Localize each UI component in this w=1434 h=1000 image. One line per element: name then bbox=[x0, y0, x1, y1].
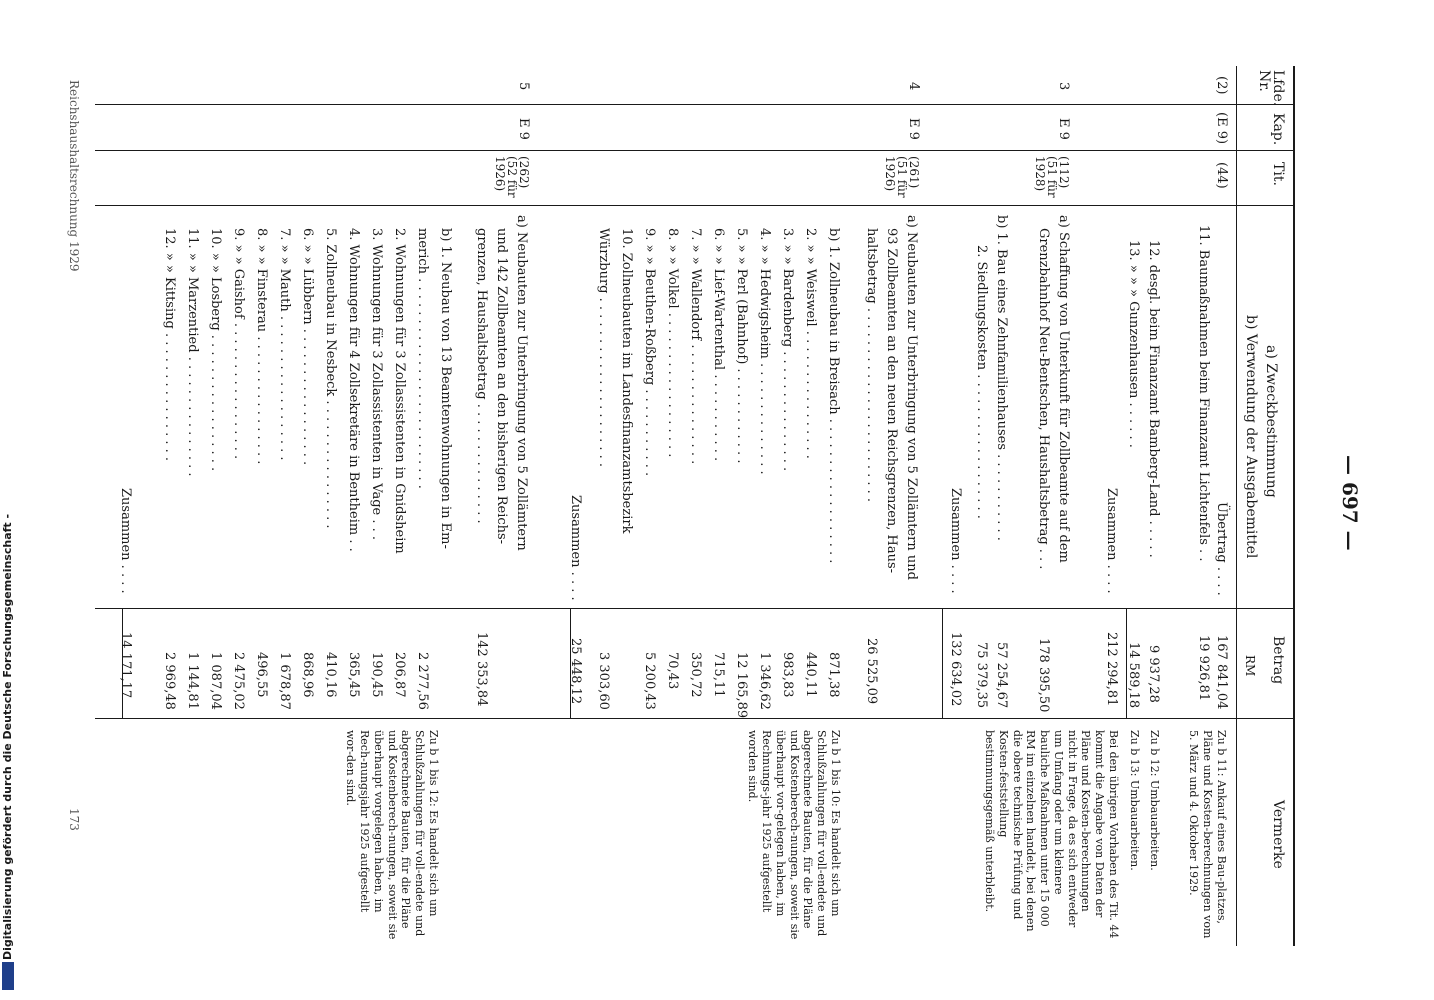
row3-kap: E 9 bbox=[1056, 118, 1071, 140]
row5b-item-value: 2 475,02 bbox=[231, 652, 246, 710]
header-betrag-unit: RM bbox=[1243, 655, 1257, 677]
item13-value: 14 589,18 bbox=[1126, 642, 1141, 709]
row5b-item-value: 365,45 bbox=[346, 652, 361, 698]
row3b1-value: 57 254,67 bbox=[994, 642, 1009, 709]
row5b-item-text: 6. » » Lübbern . . . . . . . . . . . . . . . . . bbox=[300, 228, 315, 466]
row3b2-text: 2. Siedlungskosten . . . . . . . . . . . . . . . . . . bbox=[974, 245, 989, 519]
sum2-label: Zusammen . . . . bbox=[1104, 488, 1119, 594]
item12-text: 12. desgl. beim Finanzamt Bamberg-Land . . . . . bbox=[1146, 240, 1161, 558]
row4b-item-text: 3. » » Bardenberg . . . . . . . . . . . . . . . bbox=[780, 228, 795, 472]
row4b-item-value: 715,11 bbox=[711, 652, 726, 698]
row4b-item-text: 2. » » Weisweil . . . . . . . . . . . . . . . . bbox=[803, 228, 818, 459]
row4b-item-value: 350,72 bbox=[688, 652, 703, 698]
sidebar-credit: Digitalisierung gefördert durch die Deutsche Forschungsgemeinschaft - bbox=[1, 513, 14, 960]
header-zweck-a: a) Zweckbestimmung bbox=[1263, 345, 1279, 498]
row3a-text1: a) Schaffung von Unterkunft für Zollbeamte auf dem bbox=[1056, 215, 1071, 563]
row5a-text3: grenzen, Haushaltsbetrag . . . . . . . . . . . . . . . bbox=[474, 228, 489, 524]
row5b-item-text: 7. » » Mauth . . . . . . . . . . . . . . . . . . bbox=[277, 228, 292, 461]
note-b11: Zu b 11: Ankauf eines Bau-platzes, Pläne und Kosten-berechnungen vom 5. März und 4. Oktober 1929. bbox=[1187, 730, 1228, 939]
item12-value: 9 937,28 bbox=[1146, 645, 1161, 703]
note-b1-12: Zu b 1 bis 12: Es handelt sich um Schlußzahlungen für voll-endete und abgerechnete Bauten, für die Pläne und Kostenberech-nungen, soweit sie überhaupt vorgelegen haben, im Rech-nungsjahr 1925 aufgestellt wor-den sind. bbox=[344, 730, 440, 940]
row4b-item-value: 3 303,60 bbox=[596, 652, 611, 710]
row5b-item-value: 868,96 bbox=[300, 652, 315, 698]
sum2-value: 212 294,81 bbox=[1104, 632, 1119, 707]
sum4-value: 25 448,12 bbox=[568, 638, 583, 705]
row4b-item-text: Würzburg . . . . . . . . . . . . . . . . . . . . . bbox=[596, 228, 611, 468]
row4b-item-text: 9. » » Beuthen-Roßberg . . . . . . . . . . . bbox=[642, 228, 657, 477]
row5b-item-value: 496,55 bbox=[254, 652, 269, 698]
row5a-value: 142 353,84 bbox=[474, 632, 489, 707]
note-b13: Zu b 13: Umbauarbeiten. bbox=[1128, 730, 1141, 871]
row5b-item-text: 12. » » Kittsing . . . . . . . . . . . . . . . . bbox=[162, 228, 177, 462]
row5b-item-text: merich . . . . . . . . . . . . . . . . . . . . . . . . . . bbox=[415, 228, 430, 489]
row4b-item-value: 70,43 bbox=[665, 652, 680, 690]
row4b-item-text: 8. » » Volkel . . . . . . . . . . . . . . . . . . bbox=[665, 228, 680, 458]
row4a-text2: 93 Zollbeamten an den neuen Reichsgrenzen, Haus- bbox=[884, 228, 899, 574]
row5-kap: E 9 bbox=[516, 118, 531, 140]
row3a-text2: Grenzbahnhof Neu-Bentschen, Haushaltsbetrag . . . bbox=[1036, 228, 1051, 570]
row4b-item-value: 12 165,89 bbox=[734, 652, 749, 719]
row5b-item-text: 9. » » Gaishof . . . . . . . . . . . . . . . . . bbox=[231, 228, 246, 460]
row3a-value: 178 395,50 bbox=[1036, 638, 1051, 713]
row4a-text3: haltsbetrag . . . . . . . . . . . . . . . . . . . . . . . . bbox=[864, 228, 879, 503]
table-outer-rule-right bbox=[1293, 66, 1295, 946]
row5b-item-value: 2 277,56 bbox=[415, 652, 430, 710]
header-betrag: Betrag bbox=[1270, 636, 1286, 685]
row5b-item-text: 3. Wohnungen für 3 Zollassistenten in Vage . . . bbox=[369, 228, 384, 541]
header-vermerke: Vermerke bbox=[1270, 800, 1286, 869]
row4a-text1: a) Neubauten zur Unterbringung von 5 Zollämtern und bbox=[904, 215, 919, 580]
row-rule-2 bbox=[942, 608, 943, 718]
note-b12: Zu b 12: Umbauarbeiten. bbox=[1148, 730, 1161, 871]
row5b-item-text: 5. Zollneubau in Nesbeck . . . . . . . . . . . . . . . . bbox=[323, 228, 338, 529]
row5-tit: (262) (52 für 1926) bbox=[493, 156, 531, 198]
row5a-text2: und 142 Zollbeamten an den bisherigen Reichs- bbox=[494, 228, 509, 545]
row4b-item-value: 5 200,43 bbox=[642, 652, 657, 710]
row4b-item-text: 6. » » Lief-Wartenthal . . . . . . . . . . . bbox=[711, 228, 726, 462]
header-lfd: Lfde. Nr. bbox=[1256, 70, 1286, 107]
sum4-label: Zusammen . . . . bbox=[568, 495, 583, 601]
col-sep-kap-tit bbox=[95, 150, 1293, 151]
note-b1-10: Zu b 1 bis 10: Es handelt sich um Schlußzahlungen für voll-endete und abgerechnete Bauten, für die Pläne und Kostenberech-nungen, soweit sie überhaupt vor-gelegen haben, im Rechnungs-jahr 1925 aufgestellt worden sind. bbox=[746, 730, 842, 940]
row5b-item-text: 11. » » Marzentied . . . . . . . . . . . . . . . bbox=[185, 228, 200, 477]
header-kap: Kap. bbox=[1270, 113, 1286, 146]
row5b-item-value: 206,87 bbox=[392, 652, 407, 698]
row4b-item-text: b) 1. Zollneubau in Breisach . . . . . . . . . . . . . . . . . . bbox=[826, 228, 841, 564]
row2-lfd: (2) bbox=[1214, 76, 1229, 95]
row5b-item-text: 10. » » Losberg . . . . . . . . . . . . . . . . . bbox=[208, 228, 223, 472]
row3-tit: (112) (51 für 1928) bbox=[1033, 156, 1071, 198]
row4b-item-value: 440,11 bbox=[803, 652, 818, 698]
note-others: Bei den übrigen Vorhaben des Tit. 44 kommt die Angabe von Daten der Pläne und Kosten-berechnungen nicht in Frage, da es sich entweder um Umfang oder um kleinere bauliche Maßnahmen unter 15 000 RM im einzelnen handelt, bei denen die obere technische Prüfung und Kosten-feststellung bestimmungsgemäß unterbleibt. bbox=[983, 730, 1120, 939]
uebertrag-label: Übertrag . . . . bbox=[1214, 502, 1229, 596]
item13-text: 13. » » » Gunzenhausen . . . . . . bbox=[1126, 240, 1141, 448]
row4b-item-text: 7. » » Wallendorf . . . . . . . . . . . . . . . bbox=[688, 228, 703, 465]
row5b-item-value: 2 969,48 bbox=[162, 652, 177, 710]
header-tit: Tit. bbox=[1270, 162, 1286, 186]
dfg-logo bbox=[2, 962, 14, 990]
sum3-value: 132 634,02 bbox=[948, 632, 963, 707]
col-sep-lfd-kap bbox=[95, 104, 1293, 105]
footer-page: 173 bbox=[67, 808, 81, 831]
row4b-item-value: 871,38 bbox=[826, 652, 841, 698]
col-sep-zweck-betrag bbox=[95, 608, 1293, 609]
col-sep-betrag-vermerke bbox=[95, 718, 1293, 719]
row3b2-value: 75 379,35 bbox=[974, 642, 989, 709]
item11-value: 19 926,81 bbox=[1196, 635, 1211, 702]
row3-lfd: 3 bbox=[1056, 82, 1071, 91]
sum3-label: Zusammen . . . . bbox=[948, 488, 963, 594]
row4b-item-text: 5. » » Perl (Bahnhof) . . . . . . . . . . . . bbox=[734, 228, 749, 464]
row4b-item-value: 983,83 bbox=[780, 652, 795, 698]
sum5-label: Zusammen . . . . bbox=[118, 488, 133, 594]
row5b-item-value: 1 087,04 bbox=[208, 652, 223, 710]
row5b-item-text: b) 1. Neubau von 13 Beamtenwohnungen in Em- bbox=[438, 228, 453, 549]
footer-title: Reichshaushaltsrechnung 1929 bbox=[67, 80, 81, 272]
row5b-item-value: 1 144,81 bbox=[185, 652, 200, 710]
row2-tit: (44) bbox=[1214, 162, 1229, 189]
sum5-value: 14 171,17 bbox=[118, 632, 133, 699]
col-sep-tit-zweck bbox=[95, 205, 1293, 206]
row5b-item-text: 4. Wohnungen für 4 Zollsekretäre in Bentheim . . bbox=[346, 228, 361, 552]
row4b-item-text: 10. Zollneubauten im Landesfinanzamtsbezirk bbox=[619, 228, 634, 534]
row4-kap: E 9 bbox=[906, 118, 921, 140]
uebertrag-value: 167 841,04 bbox=[1214, 635, 1229, 710]
row4b-item-value: 1 346,62 bbox=[757, 652, 772, 710]
row4a-value: 26 525,09 bbox=[864, 638, 879, 705]
row5a-text1: a) Neubauten zur Unterbringung von 5 Zollämtern bbox=[514, 215, 529, 551]
row4b-item-text: 4. » » Hedwigsheim . . . . . . . . . . . . . . bbox=[757, 228, 772, 475]
page-number: — 697 — bbox=[1338, 455, 1362, 551]
row2-kap: (E 9) bbox=[1214, 112, 1229, 145]
row5b-item-value: 410,16 bbox=[323, 652, 338, 698]
row5-lfd: 5 bbox=[516, 82, 531, 91]
row5b-item-text: 8. » » Finsterau . . . . . . . . . . . . . . . . bbox=[254, 228, 269, 465]
row3b1-text: b) 1. Bau eines Zehnfamilienhauses . . . . . . . . . . . bbox=[994, 215, 1009, 541]
row4-tit: (261) (51 für 1926) bbox=[883, 156, 921, 198]
item11-text: 11. Baumaßnahmen beim Finanzamt Lichtenfels . . bbox=[1196, 225, 1211, 562]
row5b-item-text: 2. Wohnungen für 3 Zollassistenten in Gnidsheim bbox=[392, 228, 407, 554]
table-header-rule bbox=[1236, 66, 1237, 946]
row5b-item-value: 190,45 bbox=[369, 652, 384, 698]
header-zweck-b: b) Verwendung der Ausgabemittel bbox=[1243, 315, 1259, 559]
row5b-item-value: 1 678,87 bbox=[277, 652, 292, 710]
row4-lfd: 4 bbox=[906, 82, 921, 91]
